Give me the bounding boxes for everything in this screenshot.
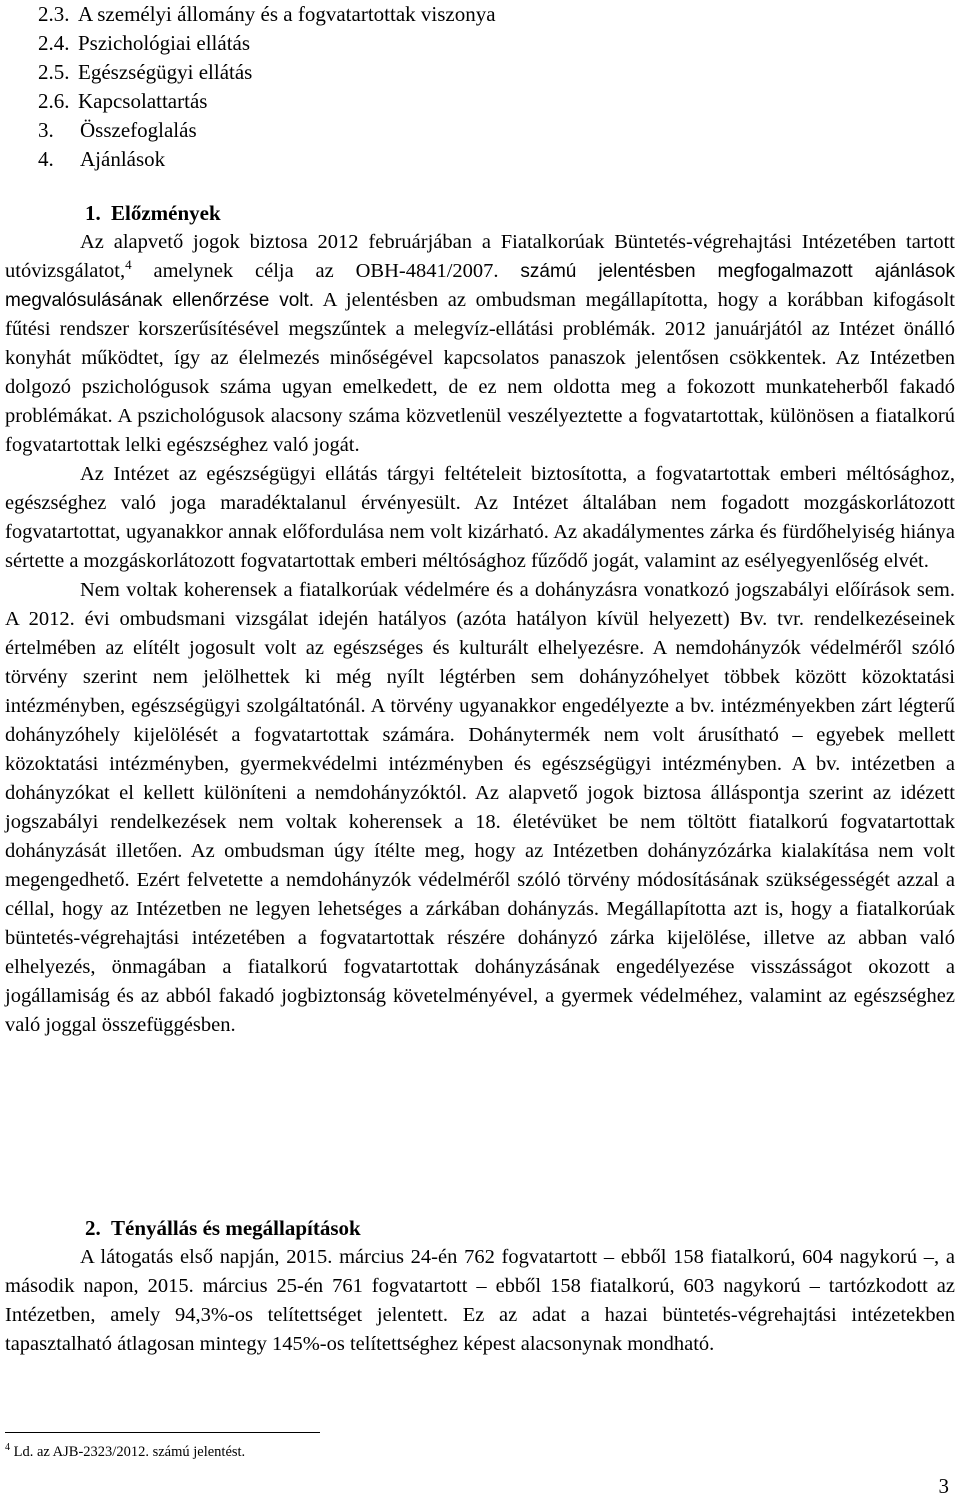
footnote-reference: 4 bbox=[125, 257, 132, 273]
paragraph: Az Intézet az egészségügyi ellátás tárgyi feltételeit biztosította, a fogvatartottak emberi méltósághoz, egészséghez való joga maradéktalanul érvényesült. Az Intézet általában nem fogadott mozgáskorlátozott fogvatartottat, ugyanakkor annak előfordulása nem volt kizárható. Az akadálymentes zárka és fürdőhelyiség hiánya sértette a mozgáskorlátozott fogvatartottak emberi méltósághoz fűződő jogát, valamint az esélyegyenlőség elvét. bbox=[5, 463, 955, 572]
toc-item: 2.6. Kapcsolattartás bbox=[38, 89, 208, 113]
toc-item: 2.3. A személyi állomány és a fogvatartottak viszonya bbox=[38, 2, 496, 26]
toc-item: 2.4. Pszichológiai ellátás bbox=[38, 31, 251, 55]
paragraph: Nem voltak koherensek a fiatalkorúak védelmére és a dohányzásra vonatkozó jogszabályi előírások sem. A 2012. évi ombudsmani vizsgálat idején hatályos (azóta hatályon kívül helyezett) Bv. tvr. rendelkezéseinek értelmében az elítélt jogosult volt az egészséges és kulturált elhelyezésre. A nemdohányzók védelméről szóló törvény szerint nem jelölhettek ki még nyílt légtérben sem dohányzóhelyet többek között közoktatási intézményben, egészségügyi szolgáltatónál. A törvény ugyanakkor engedélyezte a bv. intézményekben zárt légterű dohányzóhely kijelölését a fogvatartottak számára. Dohánytermék nem volt árusítható – egyebek mellett közoktatási intézményben, gyermekvédelmi intézményben és egészségügyi intézményben. A bv. intézetben a dohányzókat el kellett különíteni a nemdohányzóktól. Az alapvető jogok biztosa álláspontja szerint az idézett jogszabályi rendelkezések nem voltak koherensek a 18. életévüket be nem töltött fiatalkorú fogvatartottak dohányzását illetően. Az ombudsman úgy ítélte meg, hogy az Intézetben dohányzózárka kialakítása nem volt megengedhető. Ezért felvetette a nemdohányzók védelméről szóló törvény módosításának szükségességét azzal a céllal, hogy az Intézetben ne legyen lehetséges a zárkában dohányzás. Megállapította azt is, hogy a fiatalkorúak büntetés-végrehajtási intézetében a fogvatartottak részére dohányzó zárka kijelölése, illetve az abban való elhelyezés, önmagában a fiatalkorú fogvatartottak dohányzásának engedélyezése visszásságot okozott a jogállamiság és az abból fakadó jogbiztonság követelményével, a gyermek védelméhez, valamint az egészséghez való joggal összefüggésben. bbox=[5, 579, 955, 1036]
paragraph: A látogatás első napján, 2015. március 24-én 762 fogvatartott – ebből 158 fiatalkorú, 604 nagykorú –, a második napon, 2015. március 25-én 761 fogvatartott – ebből 158 fiatalkorú, 603 nagykorú – tartózkodott az Intézetben, amely 94,3%-os telítettséget jelentett. Ez az adat a hazai büntetés-végrehajtási intézetekben tapasztalható átlagosan mintegy 145%-os telítettséghez képest alacsonynak mondható. bbox=[5, 1246, 955, 1355]
page-number: 3 bbox=[938, 1474, 949, 1498]
toc-item: 2.5. Egészségügyi ellátás bbox=[38, 60, 253, 84]
footnote-divider bbox=[5, 1432, 320, 1433]
section-2-heading: 2. Tényállás és megállapítások bbox=[85, 1216, 361, 1240]
section-2-body bbox=[5, 1243, 955, 1359]
footnote: $^4$ Ld. az AJB-2323/2012. számú jelentést. bbox=[5, 1442, 246, 1460]
section-1-heading: 1. Előzmények bbox=[85, 201, 221, 225]
toc-item: 3. Összefoglalás bbox=[38, 118, 197, 142]
toc-item: 4. Ajánlások bbox=[38, 147, 166, 171]
section-1-body bbox=[5, 228, 955, 1040]
table-of-contents bbox=[38, 0, 496, 174]
paragraph: Az alapvető jogok biztosa 2012 februárjában a Fiatalkorúak Büntetés-végrehajtási Intézetében tartott utóvizsgálatot,$^4$ amelynek célja az OBH-4841/2007. számú jelentésben megfogalmazott ajánlások megvalósulásának ellenőrzése volt. A jelentésben az ombudsman megállapította, hogy a korábban kifogásolt fűtési rendszer korszerűsítésével megszűntek a melegvíz-ellátási problémák. 2012 januárjától az Intézet önálló konyhát működtet, így az élelmezés minőségével kapcsolatos panaszok jelentősen csökkentek. Az Intézetben dolgozó pszichológusok száma ugyan emelkedett, de ez nem oldotta meg a fokozott munkateherből fakadó problémákat. A pszichológusok alacsony száma közvetlenül veszélyeztette a fogvatartottak, különösen a fiatalkorú fogvatartottak lelki egészséghez való jogát. bbox=[5, 231, 956, 456]
